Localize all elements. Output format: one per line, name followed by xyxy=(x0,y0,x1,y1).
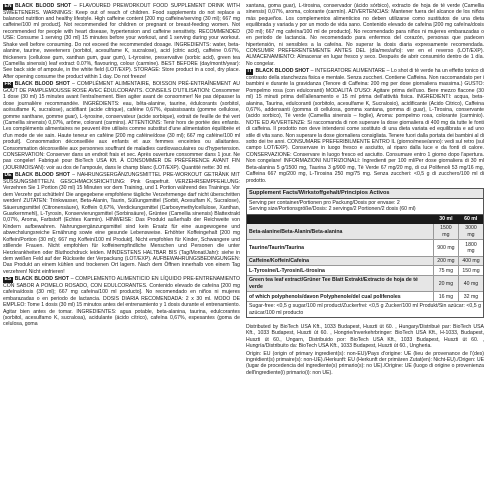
text-en: – FLAVOURED PREWORKOUT FOOD SUPPLEMENT DRINK WITH SWEETENERS. WARNINGS: Keep out of reach of children. Food supplements do not replace a balanced nutrition and healthy lifestyle. High caffeine content [200 mg caffeine/serving (30 ml); 667 mg caffeine/100 ml product]. Not recommended for children or pregnant or breast-feeding women. Not recommended for people with heart disease, hypertension and caffeine sensitivity. RECOMMENDED USE: Consume 1 serving (30 ml) 15 minutes before your workout, and 1 serving during your workout. Shake well before consuming. Do not exceed the recommended dosage. INGREDIENTS: water, beta-alanine, taurine, sweeteners (sorbitol, acesulfame K, sucralose), acid (citric acid), caffeine 0.67%, thickeners (cellulose gum, xanthan gum, guar gum), L-tyrosine, preservative (sorbic acid), green tea (Camellia sinensis) leaf extract 0.07%, flavouring, colour (carmine). BEST BEFORE (day/month/year): See back side of ampoule, in the white field (LOT/EXP). STORAGE: Store product in a cool, dry place. After opening consume the product within 1 day. Do not freeze! xyxy=(3,3,240,80)
product-title-it: BLACK BLOOD SHOT xyxy=(255,68,310,75)
paragraph-fr xyxy=(3,81,240,171)
origin-info: Origin: EU (origin of primary ingredient(s): non-EU)/Pays d'origine: UE (lieu de provenance de l'(des) ingrédient(s) primaire(s): non-UE)./Herkunft: EU (Herkunft der primären Zutat(en): Nicht-EU)./Origen: UE (lugar de procedencia del ingrediente(s) primario(s): no UE)./Origine: UE (luogo di origine o provenienza dell'ingrediente(i) primario(i): non UE). xyxy=(246,350,484,376)
table-row xyxy=(247,276,483,292)
table-row xyxy=(247,240,483,256)
ingredient-name: of which polyphenols/davon Polyphenole/del cual polifenoles xyxy=(247,292,433,302)
amount-30ml: 16 mg xyxy=(433,292,458,302)
text-it: – INTEGRATORE ALIMENTARE – Lo shot di tè verde ha un effetto tonico di contrasto della stanchezza fisica e mentale. Senza zuccheri. Contiene Caffeina. Non raccomandato per i bambini e durante la gravidanza (Tenore di Caffeina: 200 mg per dose giornaliera massima.) GUSTO: Pompelmo rosa (con edulcoranti) MODALITÀ D'USO: Agitare prima dell'uso. Bere mezzo flacone (30 ml) 15 minuti prima dell'allenamento e 15 ml prima dell'attività fisica. INGREDIENTI: acqua, beta-alanina, Taurina, edulcoranti (sorbitolo, acesulfame K, Sucralosio), acidificante (Acido Citrico), Caffeina 0,67%, addensanti (gomma di cellulosa, gomma xantana, gomma di guar), L-Tirosina, conservante (acido sorbico), Tè verde (Camellia sinensis – foglie), Aroma: pompelmo rosa, colorante (carminio). NOTE ED AVVERTENZE: Si raccomanda di non superare la dose giornaliera di 400 mg da tutte le fonti di caffeina. Il prodotto non deve intendersi come sostituto di una dieta variata ed equilibrata e ad uno stile di vita sano. Non superare la dose giornaliera consigliata. Tenere fuori dalla portata dei bambini al di sotto dei tre anni. CONSUMARE PREFERIBILMENTE ENTRO IL (giorno/mese/anno): vedi sul retro (sul campo LOT/EXP). Conservare in luogo fresco e asciutto, al riparo dalla luce e da fonti di calore. CONSERVAZIONE: Conservare in luogo fresco ed asciutto. Consumare entro 1 giorno dopo l'apertura. Non congelare! INFORMAZIONI NUTRIZIONALI: Ingredienti per 100 ml/Per dose giornaliera di 30 ml Beta-alanina 5 g/1500 mg, Taurina 3 g/900 mg, Tè Verde 67 mg/20 mg, di cui Polifenoli 53 mg/16 mg, Caffeina 667 mg/200 mg, L-Tirosina 250 mg/75 mg. Senza zuccheri: <0,5 g di zucchero/100 ml di prodotto. xyxy=(246,68,484,184)
serving-size: Serving size/Portionsgröße/Dosis: 2 servings/2 Portionen/2 dosis (60 ml) xyxy=(249,206,416,213)
supplement-facts-table xyxy=(247,215,483,302)
column-header-60ml: 60 ml xyxy=(458,215,483,224)
language-code-it: IT xyxy=(247,68,252,75)
table-row xyxy=(247,292,483,302)
amount-30ml: 200 mg xyxy=(433,256,458,266)
amount-30ml: 1500 mg xyxy=(433,224,458,240)
column-header-ingredient xyxy=(247,215,433,224)
amount-30ml: 75 mg xyxy=(433,266,458,276)
amount-60ml: 400 mg xyxy=(458,256,483,266)
language-code-de: DE xyxy=(4,172,12,179)
ingredient-name: Beta-alanine/Beta-Alanin/Beta-alanina xyxy=(247,224,433,240)
ingredient-name: Green tea leaf extract/Grüner Tee Blatt Extrakt/Extracto de hoja de té verde xyxy=(247,276,433,292)
column-header-30ml: 30 ml xyxy=(433,215,458,224)
distributor-info: Distributed by BioTech USA Kft., 1033 Budapest, Huszti út 60. , Hungary/Distribué par: BioTech USA Kft., 1033 Budapest, Huszti út 60. , Hongrie/Inverkehrbringer: BioTech USA Kft., H-1033, Budapest, Huszti út 60., Ungarn, Distribuido por: BioTech USA Kft., 1033 Budapest, Huszti út 60. , Hungría/Distribuito da: BioTech USA Kft., 1033 Budapest, Huszti út 60., Ungheria. xyxy=(246,323,484,350)
table-row xyxy=(247,266,483,276)
product-title-de: BLACK BLOOD SHOT xyxy=(14,172,71,179)
supplement-facts-heading: Supplement Facts/Wirkstoffgehalt/Principios Activos xyxy=(247,189,483,199)
servings-per-container: Serving per container/Portionen pro Packung/Dosis por envase: 2 xyxy=(249,199,400,206)
product-title-fr: BLACK BLOOD SHOT xyxy=(14,81,70,88)
ingredient-name: Caffeine/Koffein/Cafeína xyxy=(247,256,433,266)
right-column xyxy=(246,3,484,377)
ingredient-name: Taurine/Taurin/Taurina xyxy=(247,240,433,256)
product-title-es: BLACK BLOOD SHOT xyxy=(14,276,69,283)
text-es-continued: xantana, goma guar), L-tirosina, conservador (ácido sórbico), extracto de hoja de té verde (Camellia sinensis) 0,07%, aroma, colorante (carmín). ADVERTENCIAS: Mantener fuera del alcance de los niños más pequeños. Los complementos alimenticios no deben utilizarse como sustitutos de una dieta equilibrada y variada y por un modo de vida sano. Contenido elevado de cafeína [200 mg cafeína/dosis (30 ml); 667 mg cafeína/100 ml de producto]. No recomendado para niños ni mujeres embarazadas o en periodo de lactancia. No recomendado para enfermos del corazón, personas que padecen hipertensión, ni sensibles a la cafeína. No superar la dosis diaria expresamente recomendada. CONSUMIR PREFERENTEMENTE ANTES DEL (día/mes/año): ver en el reverso (LOT/EXP). ALMACENAMIENTO: Almacenar en lugar fresco y seco. Después de abrir consumirlo dentro de 1 día. No congelar. xyxy=(246,3,484,67)
paragraph-es xyxy=(3,276,240,328)
amount-60ml: 40 mg xyxy=(458,276,483,292)
text-es: – COMPLEMENTO ALIMENTICIO EN LÍQUIDO PRE-ENTRENAMIENTO CON SABOR A POMELO ROSADO, CON EDULCORANTES. Contenido elevado de cafeína [200 mg cafeína/dosis (30 ml); 667 mg cafeína/100 ml producto]. No recomendado en niños ni mujeres embarazadas o en periodo de lactancia. DOSIS DIARIA RECOMENDADA: 2 x 30 ml. MODO DE EMPLEO: Tome 1 dosis (30 ml) 15 minutos antes del entrenamiento y 1 dosis durante el entrenamiento. Agitar bien antes de tomar. INGREDIENTES: agua potable, beta-alanina, taurina, edulcorantes (sorbitol, acesulfamo K, sucralosa), acidulante (ácido cítrico), cafeína 0,67%, espesantes (goma de celulosa, goma xyxy=(3,276,240,328)
amount-60ml: 32 mg xyxy=(458,292,483,302)
supplement-facts-panel xyxy=(246,188,484,318)
amount-60ml: 1800 mg xyxy=(458,240,483,256)
amount-30ml: 20 mg xyxy=(433,276,458,292)
left-column xyxy=(3,3,240,329)
paragraph-de xyxy=(3,172,240,275)
language-code-es: ES xyxy=(4,276,12,283)
text-fr: – COMPLÉMENT ALIMENTAIRE, BOISSON PRÉ-ENTRAÎNEMENT AU GOÛT DE PAMPLEMOUSSE ROSE AVEC ÉDULCORANTS. CONSEILS D'UTILISATION: Consommer 1 dose (30 ml) 15 minutes avant l'entraînement. Bien agiter avant de consommer! Ne pas dépasser la dose journalière recommandée. INGRÉDIENTS: eau, bêta-alanine, taurine, édulcorants (sorbitol, acésulfame K, sucralose), acidifiant (acide citrique), caféine 0,67%, épaississants (gomme cellulose, gomme xanthane, gomme guar), L-tyrosine, conservateur (acide sorbique), extrait de feuille de thé vert (Camellia sinensis) 0,07%, arôme, colorant (carmins). ATTENTIONS: Tenir hors de portée des enfants. Les compléments alimentaires ne peuvent être utilisés comme substitut d'une alimentation équilibrée et d'un mode de vie sain. Haute teneur en caféine [200 mg caféine/dose (30 ml); 667 mg caféine/100 ml produit]. Consommation déconseillée aux enfants et aux femmes enceintes ou allaitantes. Consommation déconseillée aux personnes souffrant de maladies cardiovasculaires ou d'hypertension. CONSERVATION: Conserver dans un endroit frais et sec. Après ouverture consommer dans 1 jour. Ne pas congeler! Fabriqué pour BioTech USA Kft. À CONSOMMER DE PRÉFÉRENCE AVANT FIN (JOUR/MOIS/AN): voir au dos de l'ampoule, dans le champ blanc (LOT/EXP). Quantité nette: 30 ml. xyxy=(3,81,240,171)
table-row xyxy=(247,224,483,240)
sugar-free-note: Sugar-free: <0,5 g sugar/100 ml product/Zuckerfrei: <0,5 g Zucker/100 ml Produkt/Sin azúcar: <0,5 g azúcar/100 ml producto xyxy=(249,303,481,316)
amount-60ml: 3000 mg xyxy=(458,224,483,240)
paragraph-it xyxy=(246,68,484,184)
serving-info xyxy=(247,199,483,215)
amount-30ml: 900 mg xyxy=(433,240,458,256)
ingredient-name: L-Tyrosine/L-Tyrosin/L-tirosina xyxy=(247,266,433,276)
text-de: – NAHRUNGSERGÄNZUNGSMITTEL PRE-WORKOUT GETRÄNK MIT SÜSSUNGSMITTELN. GESCHMACKSRICHTUNG: Pink Grapefruit. VERZEHRSEMPFEHLUNG: Verzehren Sie 1 Portion (30 ml) 15 Minuten vor dem Training, und 1 Portion während des Trainings. Vor dem Verzehr gut schütteln! Die angegebene empfohlene tägliche Verzehrmenge darf nicht überschritten werden! ZUTATEN: Trinkwasser, Beta-Alanin, Taurin, Süßungsmittel (Sorbit, Acesulfam K, Sucralose), Säuerungsmittel (Citronensäure), Koffein 0,67%, Verdickungsmittel (Carboxymethylcellulose, Xanthan, Guarkernmehl), L-Tyrosin, Konservierungsmittel (Sorbinsäure), Grüntee (Camellia sinensis) Blattextrakt 0,07%, Aroma, Farbstoff (Echtes Karmin). HINWEISE: Das Produkt außerhalb der Reichweite von Kindern aufbewahren. Nahrungsergänzungsmittel sind kein Ersatz für eine ausgewogene und abwechslungsreiche Ernährung sowie eine gesunde Lebensweise. Erhöhter Koffeingehalt [200 mg Koffein/Portion (30 ml); 667 mg Koffein/100 ml Produkt]. Nicht empfohlen für Kinder, Schwangere und stillende Frauen. Nicht empfohlen für koffeinempfindliche Menschen und Personen die unter Herzkrankheiten oder Bluthochdruck leiden. MINDESTENS HALTBAR BIS (Tag/Monat/Jahr): siehe in dem weißen Feld auf der Rückseite der Verpackung (LOT/EXP). AUFBEWAHRUNGSBEDINGUNGEN: Das Produkt an einem kühlen und trockenen Ort lagern. Nach dem Öffnen innerhalb von einem Tag verzehren! Nicht einfrieren! xyxy=(3,172,240,275)
paragraph-en xyxy=(3,3,240,80)
language-code-en: EN xyxy=(4,3,12,9)
language-code-fr: FR xyxy=(4,81,12,88)
table-row xyxy=(247,256,483,266)
paragraph-es-continued xyxy=(246,3,484,67)
product-title-en: BLACK BLOOD SHOT xyxy=(14,3,72,9)
amount-60ml: 150 mg xyxy=(458,266,483,276)
table-header-row xyxy=(247,215,483,224)
